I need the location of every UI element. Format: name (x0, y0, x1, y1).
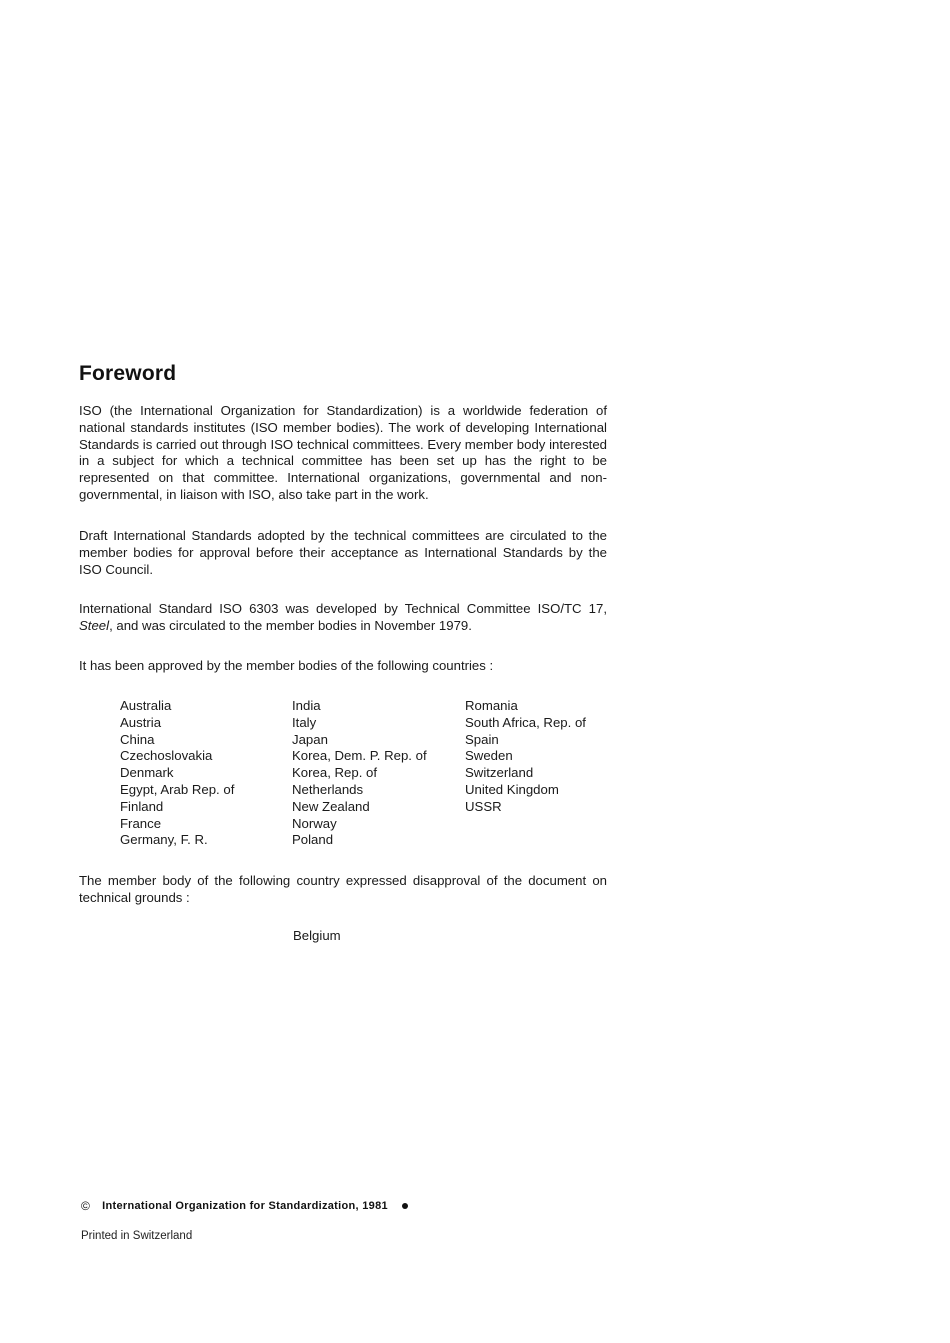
country-name: United Kingdom (465, 781, 559, 797)
page-title: Foreword (79, 362, 177, 385)
paragraph-3-text-start: International Standard ISO 6303 was developed by Technical Committee ISO/TC 17, (79, 601, 607, 616)
country-name: Netherlands (292, 781, 364, 797)
country-name: Egypt, Arab Rep. of (120, 781, 235, 797)
country-name: Czechoslovakia (120, 748, 213, 764)
country-name: Finland (120, 798, 164, 814)
country-name: Norway (292, 815, 337, 831)
copyright-icon: © (81, 1199, 91, 1213)
country-name: France (120, 815, 162, 831)
country-name: South Africa, Rep. of (465, 714, 586, 730)
country-name: USSR (465, 798, 502, 814)
country-name: Poland (292, 832, 334, 848)
country-name: Australia (120, 698, 172, 713)
country-name: Japan (292, 731, 328, 747)
country-name: Spain (465, 731, 499, 747)
paragraph-3-text-end: , and was circulated to the member bodies in November 1979. (109, 617, 472, 633)
foreword-paragraph-1: ISO (the International Organization for Standardization) is a worldwide federation of national standards institutes (ISO member bodies). The work of developing International Standards is carried out through ISO technical committees. Every member body interested in a subject for which a technical committee has been set up has the right to be represented on that committee. International organizations, governmental and non-governmental, in liaison with ISO, also take part in the work. (79, 403, 607, 502)
bullet-icon (402, 1203, 408, 1209)
country-name: Denmark (120, 765, 174, 781)
country-name: Korea, Dem. P. Rep. of (292, 748, 427, 764)
country-name: Italy (292, 714, 317, 730)
country-column-1 (120, 698, 234, 849)
committee-title-italic: Steel (79, 617, 110, 633)
disapproving-country: Belgium (293, 928, 341, 943)
country-name: Germany, F. R. (120, 832, 208, 848)
country-name: Austria (120, 714, 162, 730)
country-name: India (292, 698, 321, 713)
country-name: Korea, Rep. of (292, 765, 378, 781)
country-column-3 (465, 698, 586, 816)
country-column-2 (292, 698, 427, 849)
country-name: Switzerland (465, 765, 534, 781)
country-name: New Zealand (292, 798, 370, 814)
foreword-paragraph-3 (79, 601, 607, 635)
foreword-paragraph-2: Draft International Standards adopted by the technical committees are circulated to the member bodies for approval before their acceptance as International Standards by the ISO Council. (79, 528, 607, 577)
country-name: Sweden (465, 748, 513, 764)
copyright-text: International Organization for Standardization, 1981 (102, 1200, 388, 1212)
printed-in-note: Printed in Switzerland (81, 1230, 193, 1242)
disapproval-intro: The member body of the following country expressed disapproval of the document on technical grounds : (79, 873, 607, 905)
country-name: China (120, 731, 155, 747)
copyright-line (81, 1199, 408, 1213)
country-name: Romania (465, 698, 518, 713)
approval-intro: It has been approved by the member bodies of the following countries : (79, 658, 494, 673)
